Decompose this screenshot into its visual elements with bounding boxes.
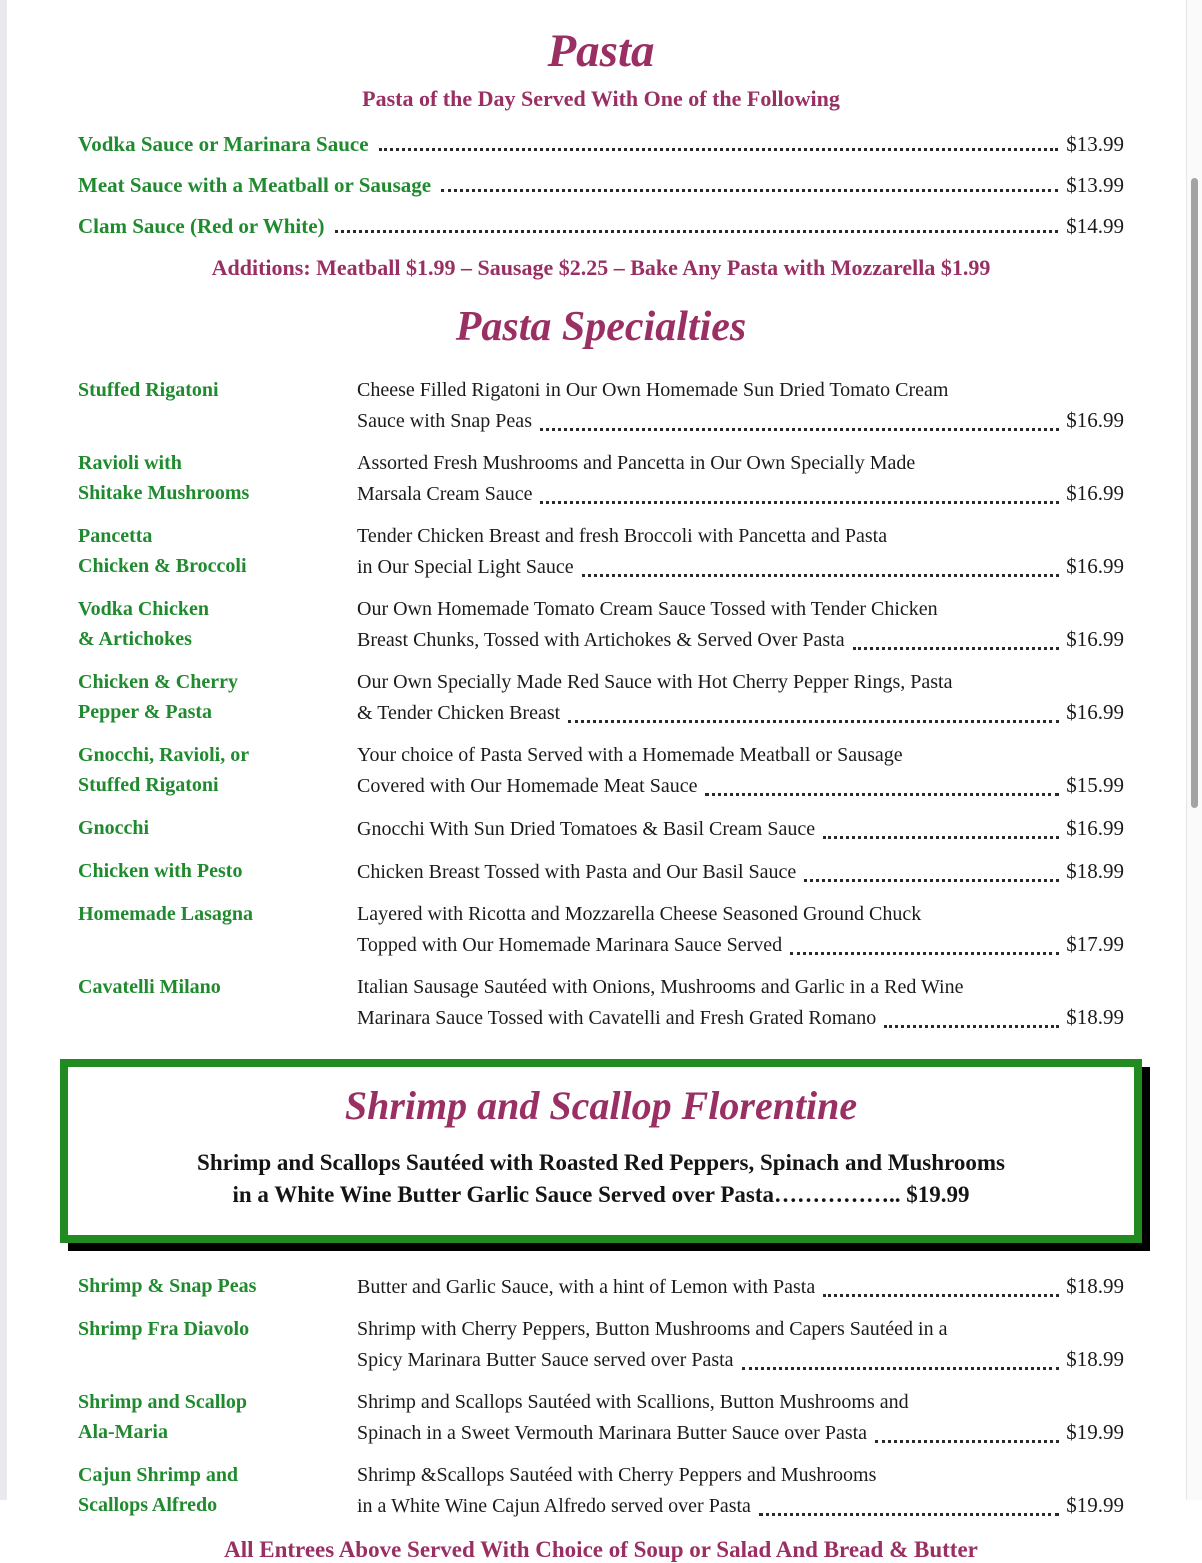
menu-item-row	[78, 740, 1124, 801]
item-name	[78, 1271, 357, 1302]
menu-item-row	[78, 375, 1124, 436]
item-name-line: Stuffed Rigatoni	[78, 773, 219, 796]
item-name-line: Vodka Chicken	[78, 597, 209, 620]
item-name	[78, 594, 357, 655]
menu-item-row	[78, 594, 1124, 655]
dotted-leader	[823, 836, 1059, 839]
item-name-line: Gnocchi, Ravioli, or	[78, 743, 250, 766]
feature-box-shrimp-scallop-florentine	[60, 1059, 1142, 1243]
menu-item-row	[78, 173, 1124, 197]
item-description-last-line	[357, 1490, 1124, 1521]
feature-box-line1: Shrimp and Scallops Sautéed with Roasted Red Peppers, Spinach and Mushrooms	[197, 1149, 1005, 1175]
item-description-last-line	[357, 478, 1124, 509]
feature-box-description	[80, 1147, 1122, 1211]
item-name-line: Chicken & Broccoli	[78, 554, 247, 577]
item-price: $16.99	[1066, 480, 1124, 505]
menu-item-row	[78, 972, 1124, 1033]
menu-item-row	[78, 132, 1124, 156]
item-name	[78, 1314, 357, 1375]
item-description-text: Marinara Sauce Tossed with Cavatelli and Fresh Grated Romano	[357, 1006, 877, 1029]
menu-item-row	[78, 1314, 1124, 1375]
item-description-text: Breast Chunks, Tossed with Artichokes & Served Over Pasta	[357, 628, 845, 651]
item-description	[357, 740, 1124, 801]
item-name	[78, 972, 357, 1033]
item-name-line: Cajun Shrimp and	[78, 1463, 239, 1486]
item-description-line: Cheese Filled Rigatoni in Our Own Homemade Sun Dried Tomato Cream	[357, 378, 949, 401]
item-name-line: Gnocchi	[78, 816, 150, 839]
item-name	[78, 1460, 357, 1521]
item-description-text: in a White Wine Cajun Alfredo served over Pasta	[357, 1494, 751, 1517]
dotted-leader	[335, 230, 1059, 233]
item-name-line: Cavatelli Milano	[78, 975, 221, 998]
item-name: Vodka Sauce or Marinara Sauce	[78, 131, 369, 156]
dotted-leader	[853, 647, 1060, 650]
item-price: $18.99	[1066, 1004, 1124, 1029]
item-price: $16.99	[1066, 407, 1124, 432]
item-name-line: Scallops Alfredo	[78, 1493, 218, 1516]
item-description	[357, 856, 1124, 887]
item-description-line: Shrimp &Scallops Sautéed with Cherry Peppers and Mushrooms	[357, 1463, 877, 1486]
page-left-edge	[0, 0, 7, 1500]
item-description-line: Your choice of Pasta Served with a Homemade Meatball or Sausage	[357, 743, 903, 766]
item-description-line: Tender Chicken Breast and fresh Broccoli with Pancetta and Pasta	[357, 524, 888, 547]
dotted-leader	[441, 189, 1058, 192]
item-price: $19.99	[1066, 1492, 1124, 1517]
item-description-last-line	[357, 405, 1124, 436]
item-description-line: Layered with Ricotta and Mozzarella Cheese Seasoned Ground Chuck	[357, 902, 922, 925]
item-description	[357, 375, 1124, 436]
item-name	[78, 521, 357, 582]
item-description-last-line	[357, 813, 1124, 844]
section-title-pasta-specialties: Pasta Specialties	[455, 303, 747, 350]
item-description-text: Spicy Marinara Butter Sauce served over Pasta	[357, 1348, 734, 1371]
item-description	[357, 1314, 1124, 1375]
menu-item-row	[78, 899, 1124, 960]
item-name-line: Pepper & Pasta	[78, 700, 213, 723]
dotted-leader	[884, 1025, 1059, 1028]
item-description	[357, 813, 1124, 844]
menu-item-row	[78, 813, 1124, 844]
menu-item-row	[78, 1271, 1124, 1302]
item-description	[357, 1271, 1124, 1302]
item-price: $16.99	[1066, 626, 1124, 651]
item-name-line: & Artichokes	[78, 627, 192, 650]
item-description	[357, 667, 1124, 728]
item-description-last-line	[357, 624, 1124, 655]
item-description	[357, 448, 1124, 509]
item-description	[357, 899, 1124, 960]
dotted-leader	[742, 1367, 1060, 1370]
item-description-last-line	[357, 856, 1124, 887]
item-description-text: Butter and Garlic Sauce, with a hint of Lemon with Pasta	[357, 1275, 816, 1298]
item-description-text: & Tender Chicken Breast	[357, 701, 561, 724]
item-name-line: Ala-Maria	[78, 1420, 168, 1443]
item-name-line: Chicken & Cherry	[78, 670, 238, 693]
item-description-last-line	[357, 1271, 1124, 1302]
item-name-line: Homemade Lasagna	[78, 902, 253, 925]
item-description-last-line	[357, 1344, 1124, 1375]
dotted-leader	[759, 1513, 1059, 1516]
item-description	[357, 594, 1124, 655]
item-description-text: Covered with Our Homemade Meat Sauce	[357, 774, 698, 797]
menu-item-row	[78, 521, 1124, 582]
item-name-line: Stuffed Rigatoni	[78, 378, 219, 401]
dotted-leader	[540, 501, 1059, 504]
item-price: $16.99	[1066, 699, 1124, 724]
menu-item-row	[78, 214, 1124, 238]
item-description-line: Our Own Specially Made Red Sauce with Hot Cherry Pepper Rings, Pasta	[357, 670, 953, 693]
item-description-line: Shrimp and Scallops Sautéed with Scallions, Button Mushrooms and	[357, 1390, 909, 1413]
item-description-text: Sauce with Snap Peas	[357, 409, 532, 432]
page-subtitle: Pasta of the Day Served With One of the Following	[362, 85, 840, 111]
footer-note: All Entrees Above Served With Choice of Soup or Salad And Bread & Butter	[224, 1536, 978, 1562]
item-price: $15.99	[1066, 772, 1124, 797]
item-description-line: Italian Sausage Sautéed with Onions, Mushrooms and Garlic in a Red Wine	[357, 975, 964, 998]
item-price: $18.99	[1066, 858, 1124, 883]
item-price: $14.99	[1066, 213, 1124, 238]
dotted-leader	[568, 720, 1059, 723]
item-description-line: Our Own Homemade Tomato Cream Sauce Tossed with Tender Chicken	[357, 597, 938, 620]
item-description-text: Marsala Cream Sauce	[357, 482, 533, 505]
item-description-text: Chicken Breast Tossed with Pasta and Our Basil Sauce	[357, 860, 797, 883]
item-price: $13.99	[1066, 131, 1124, 156]
feature-box-price: $19.99	[906, 1181, 970, 1207]
additions-note: Additions: Meatball $1.99 – Sausage $2.25 – Bake Any Pasta with Mozzarella $1.99	[211, 254, 991, 280]
item-name	[78, 899, 357, 960]
pasta-of-the-day-list	[78, 132, 1124, 238]
menu-item-row	[78, 667, 1124, 728]
page-title: Pasta	[547, 25, 655, 77]
item-name-line: Shrimp and Scallop	[78, 1390, 247, 1413]
item-description-text: Gnocchi With Sun Dried Tomatoes & Basil Cream Sauce	[357, 817, 816, 840]
item-name-line: Shrimp Fra Diavolo	[78, 1317, 250, 1340]
item-description-text: Spinach in a Sweet Vermouth Marinara Butter Sauce over Pasta	[357, 1421, 868, 1444]
feature-box-line2: in a White Wine Butter Garlic Sauce Served over Pasta……………..	[232, 1181, 901, 1207]
item-name-line: Chicken with Pesto	[78, 859, 243, 882]
dotted-leader	[804, 879, 1059, 882]
item-description-last-line	[357, 770, 1124, 801]
dotted-leader	[705, 793, 1059, 796]
item-price: $18.99	[1066, 1346, 1124, 1371]
menu-content	[78, 0, 1124, 1563]
item-name-line: Pancetta	[78, 524, 153, 547]
item-name	[78, 667, 357, 728]
item-name-line: Shrimp & Snap Peas	[78, 1274, 257, 1297]
item-description-last-line	[357, 1002, 1124, 1033]
item-name	[78, 740, 357, 801]
item-name: Meat Sauce with a Meatball or Sausage	[78, 172, 432, 197]
item-description-last-line	[357, 697, 1124, 728]
dotted-leader	[540, 428, 1059, 431]
item-price: $18.99	[1066, 1273, 1124, 1298]
pasta-specialties-list	[78, 375, 1124, 1033]
menu-item-row	[78, 1460, 1124, 1521]
item-description-last-line	[357, 929, 1124, 960]
dotted-leader	[823, 1294, 1059, 1297]
dotted-leader	[790, 952, 1059, 955]
item-name	[78, 813, 357, 844]
menu-item-row	[78, 856, 1124, 887]
item-description-last-line	[357, 551, 1124, 582]
dotted-leader	[875, 1440, 1059, 1443]
item-price: $17.99	[1066, 931, 1124, 956]
menu-item-row	[78, 1387, 1124, 1448]
item-description	[357, 1460, 1124, 1521]
dotted-leader	[582, 574, 1060, 577]
item-description-text: Topped with Our Homemade Marinara Sauce Served	[357, 933, 783, 956]
scrollbar[interactable]	[1186, 0, 1202, 1500]
item-name	[78, 1387, 357, 1448]
item-price: $16.99	[1066, 815, 1124, 840]
item-name	[78, 448, 357, 509]
item-description	[357, 1387, 1124, 1448]
menu-item-row	[78, 448, 1124, 509]
item-price: $13.99	[1066, 172, 1124, 197]
item-description-last-line	[357, 1417, 1124, 1448]
item-name	[78, 375, 357, 436]
item-description-line: Assorted Fresh Mushrooms and Pancetta in Our Own Specially Made	[357, 451, 916, 474]
scrollbar-thumb[interactable]	[1191, 178, 1198, 808]
item-name-line: Ravioli with	[78, 451, 182, 474]
item-description	[357, 972, 1124, 1033]
item-name: Clam Sauce (Red or White)	[78, 213, 325, 238]
item-price: $16.99	[1066, 553, 1124, 578]
item-name-line: Shitake Mushrooms	[78, 481, 250, 504]
item-price: $19.99	[1066, 1419, 1124, 1444]
shrimp-entrees-list	[78, 1271, 1124, 1521]
item-name	[78, 856, 357, 887]
item-description-line: Shrimp with Cherry Peppers, Button Mushrooms and Capers Sautéed in a	[357, 1317, 948, 1340]
dotted-leader	[379, 148, 1059, 151]
feature-box-title: Shrimp and Scallop Florentine	[344, 1082, 858, 1128]
item-description-text: in Our Special Light Sauce	[357, 555, 574, 578]
item-description	[357, 521, 1124, 582]
